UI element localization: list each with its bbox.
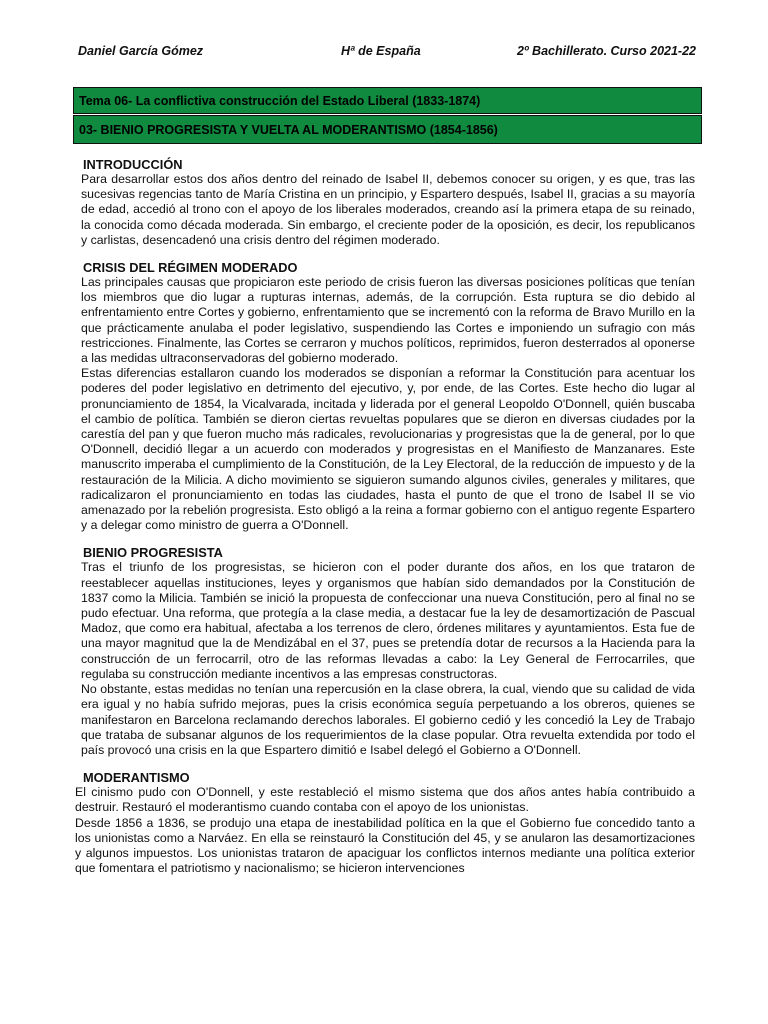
paragraph: Estas diferencias estallaron cuando los moderados se disponían a reformar la Constitución para acentuar los poderes del poder legislativo en detrimento del ejecutivo, y, por ende, de las Cortes. Este hecho dio lugar al pronunciamiento de 1854, la Vicalvarada, incitada y liderada por el general Leopoldo O'Donnell, quién buscaba el cambio de política. También se dieron ciertas revueltas populares que se dieron en diversas ciudades por la carestía del pan y que fueron mucho más radicales, revolucionarias y progresistas que la de general, por lo que O'Donnell, decidió llegar a un acuerdo con moderados y progresistas en el Manifiesto de Manzanares. Este manuscrito imperaba el cumplimiento de la Constitución, de la Ley Electoral, de la reducción de impuesto y de la restauración de la Milicia. A dicho movimiento se siguieron sumando algunos civiles, generales y militares, que radicalizaron el pronunciamiento en todas las ciudades, hasta el punto de que el trono de Isabel II se vio amenazado por la rebelión progresista. Esto obligó a la reina a formar gobierno con el antiguo regente Espartero y a delegar como ministro de guerra a O'Donnell. [81,366,695,533]
paragraph: Desde 1856 a 1836, se produjo una etapa de inestabilidad política en la que el Gobierno fue concedido tanto a los unionistas como a Narváez. En ella se reinstauró la Constitución del 45, y se anularon las desamortizaciones y algunos impuestos. Los unionistas trataron de apaciguar los conflictos internos mediante una política exterior que fomentara el patriotismo y nacionalismo; se hicieron intervenciones [75,815,695,876]
document-body [75,157,695,888]
section-title: INTRODUCCIÓN [83,157,183,172]
paragraph: El cinismo pudo con O'Donnell, y este restableció el mismo sistema que dos años antes había contribuido a destruir. Restauró el moderantismo cuando contaba con el apoyo de los unionistas. [75,785,695,815]
section-body [75,785,695,876]
topic-banner: Tema 06- La conflictiva construcción del Estado Liberal (1833-1874) [73,87,702,114]
section-moderantismo [75,770,695,876]
subtopic-banner: 03- BIENIO PROGRESISTA Y VUELTA AL MODERANTISMO (1854-1856) [73,115,702,144]
page-header [78,44,696,60]
paragraph: No obstante, estas medidas no tenían una repercusión en la clase obrera, la cual, viendo que su calidad de vida era igual y no había sufrido mejoras, pues la crisis económica seguía perpetuando a los obreros, quienes se manifestaron en Barcelona reclamando derechos laborales. El gobierno cedió y les concedió la Ley de Trabajo que trataba de subsanar algunos de los requerimientos de la clase popular. Otra revuelta extendida por todo el país provocó una crisis en la que Espartero dimitió e Isabel delegó el Gobierno a O'Donnell. [81,682,695,757]
header-subject: Hª de España [341,44,421,58]
section-introduccion [81,157,695,248]
paragraph: Tras el triunfo de los progresistas, se hicieron con el poder durante dos años, en los que trataron de reestablecer aquellas instituciones, leyes y organismos que habían sido demandados por la Constitución de 1837 como la Milicia. También se inició la propuesta de confeccionar una nueva Constitución, pero al final no se pudo efectuar. Una reforma, que protegía a la clase media, a destacar fue la ley de desamortización de Pascual Madoz, que como era habitual, afectaba a los terrenos de clero, órdenes militares y ayuntamientos. Esta fue de una mayor magnitud que la de Mendizábal en el 37, pues se pretendía dotar de recursos a la Hacienda para la construcción de un ferrocarril, otro de las reformas llevadas a cabo: la Ley General de Ferrocarriles, que regulaba su construcción mediante incentivos a las empresas constructoras. [81,560,695,681]
section-title: CRISIS DEL RÉGIMEN MODERADO [83,260,298,276]
paragraph: Para desarrollar estos dos años dentro del reinado de Isabel II, debemos conocer su origen, y es que, tras las sucesivas regencias tanto de María Cristina en un principio, y Espartero después, Isabel II, gracias a su mayoría de edad, accedió al trono con el apoyo de los liberales moderados, creando así la primera etapa de su reinado, la conocida como década moderada. Sin embargo, el creciente poder de la oposición, es decir, los republicanos y carlistas, desencadenó una crisis dentro del régimen moderado. [81,172,695,247]
section-bienio [81,545,695,758]
paragraph: Las principales causas que propiciaron este periodo de crisis fueron las diversas posiciones políticas que tenían los miembros que dio lugar a rupturas internas, además, de la corrupción. Esta ruptura se dio debido al enfrentamiento entre Cortes y gobierno, enfrentamiento que se incrementó con la reforma de Bravo Murillo en la que prácticamente anulaba el poder legislativo, suspendiendo las Cortes e imponiendo un sufragio con más restricciones. Finalmente, las Cortes se cerraron y muchos políticos, reprimidos, fueron desterrados al oponerse a las medidas ultraconservadoras del gobierno moderado. [81,275,695,366]
section-crisis [81,260,695,533]
section-title: BIENIO PROGRESISTA [83,545,223,561]
header-author: Daniel García Gómez [78,44,204,58]
section-title: MODERANTISMO [83,770,190,786]
header-course: 2º Bachillerato. Curso 2021-22 [517,44,696,58]
